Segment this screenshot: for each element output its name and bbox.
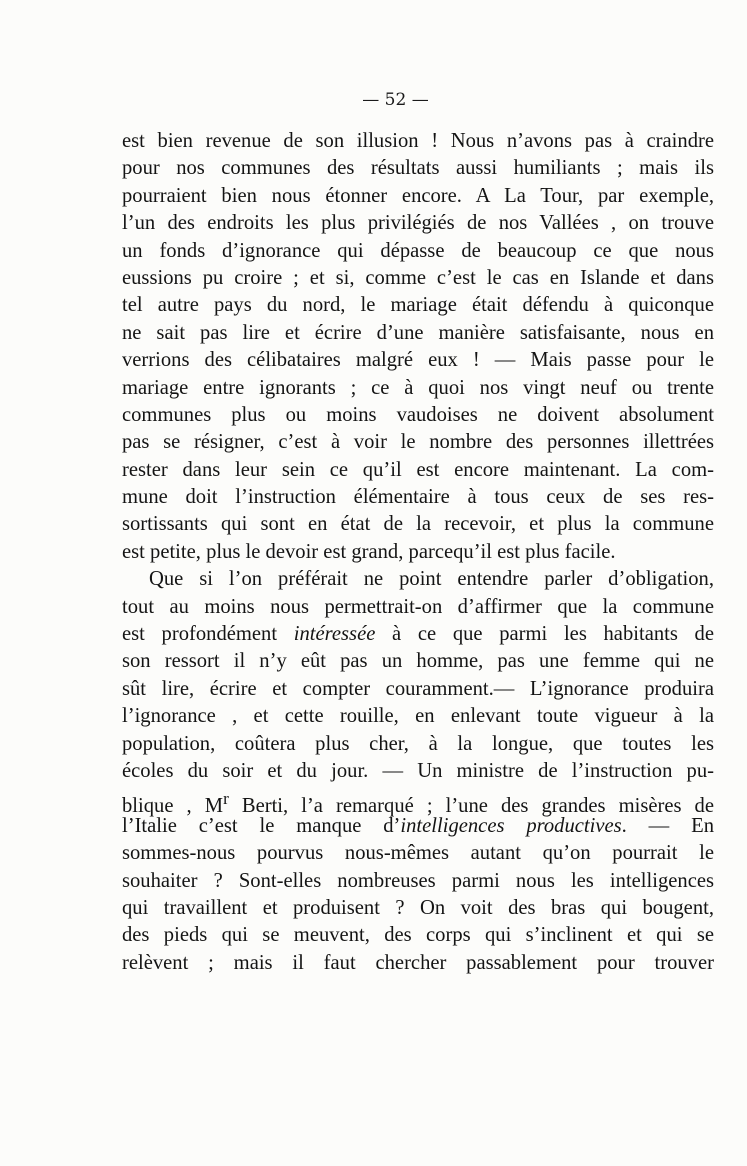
text-line: des pieds qui se meuvent, des corps qui s’inclinent et qui se bbox=[122, 924, 714, 947]
text-line: écoles du soir et du jour. — Un ministre de l’instruction pu- bbox=[122, 759, 714, 782]
text-line: un fonds d’ignorance qui dépasse de beaucoup ce que nous bbox=[122, 239, 714, 262]
text-line: pourraient bien nous étonner encore. A La Tour, par exemple, bbox=[122, 184, 714, 207]
text-fragment: blique , M bbox=[122, 795, 224, 818]
text-fragment: est profondément bbox=[122, 623, 294, 646]
text-line: rester dans leur sein ce qu’il est encore maintenant. La com- bbox=[122, 458, 714, 481]
text-line: eussions pu croire ; et si, comme c’est le cas en Islande et dans bbox=[122, 266, 714, 289]
text-line: est petite, plus le devoir est grand, parcequ’il est plus facile. bbox=[122, 540, 616, 563]
text-line: ne sait pas lire et écrire d’une manière satisfaisante, nous en bbox=[122, 321, 714, 344]
text-line bbox=[122, 813, 714, 840]
text-line: tout au moins nous permettrait-on d’affirmer que la commune bbox=[122, 595, 714, 618]
text-line: pour nos communes des résultats aussi humiliants ; mais ils bbox=[122, 157, 714, 180]
paragraph-start-line: Que si l’on préférait ne point entendre parler d’obligation, bbox=[149, 568, 714, 591]
text-line: sommes-nous pourvus nous-mêmes autant qu’on pourrait le bbox=[122, 842, 714, 865]
page-number: — 52 — bbox=[362, 90, 429, 110]
text-line: l’ignorance , et cette rouille, en enlevant toute vigueur à la bbox=[122, 705, 714, 728]
text-line bbox=[122, 785, 714, 818]
text-line: sût lire, écrire et compter couramment.— L’ignorance produira bbox=[122, 677, 714, 700]
text-fragment: à ce que parmi les habitants de bbox=[375, 623, 714, 646]
text-line: sortissants qui sont en état de la recevoir, et plus la commune bbox=[122, 513, 714, 536]
text-fragment: l’Italie c’est le manque d’ bbox=[122, 814, 401, 837]
italic-emphasis: intelligences productives bbox=[400, 814, 622, 837]
superscript-abbreviation: r bbox=[223, 789, 229, 809]
text-line: qui travaillent et produisent ? On voit des bras qui bougent, bbox=[122, 896, 714, 919]
text-line: pas se résigner, c’est à voir le nombre des personnes illettrées bbox=[122, 431, 714, 454]
text-line: population, coûtera plus cher, à la longue, que toutes les bbox=[122, 732, 714, 755]
text-fragment: . — En bbox=[621, 814, 714, 837]
text-line: l’un des endroits les plus privilégiés de nos Vallées , on trouve bbox=[122, 212, 714, 235]
text-line: mariage entre ignorants ; ce à quoi nos vingt neuf ou trente bbox=[122, 376, 714, 399]
text-line: relèvent ; mais il faut chercher passablement pour trouver bbox=[122, 951, 714, 974]
text-fragment: Berti, l’a remarqué ; l’une des grandes misères de bbox=[228, 795, 714, 818]
text-line: tel autre pays du nord, le mariage était défendu à quiconque bbox=[122, 294, 714, 317]
text-line bbox=[122, 621, 714, 648]
text-line: est bien revenue de son illusion ! Nous n’avons pas à craindre bbox=[122, 130, 714, 152]
text-line: verrions des célibataires malgré eux ! — Mais passe pour le bbox=[122, 349, 714, 372]
body-text bbox=[122, 128, 714, 977]
text-line: mune doit l’instruction élémentaire à tous ceux de ses res- bbox=[122, 486, 714, 509]
italic-emphasis: intéressée bbox=[293, 623, 376, 646]
text-line: son ressort il n’y eût pas un homme, pas une femme qui ne bbox=[122, 650, 714, 673]
text-line: communes plus ou moins vaudoises ne doivent absolument bbox=[122, 403, 714, 426]
text-line: souhaiter ? Sont-elles nombreuses parmi nous les intelligences bbox=[122, 869, 714, 892]
